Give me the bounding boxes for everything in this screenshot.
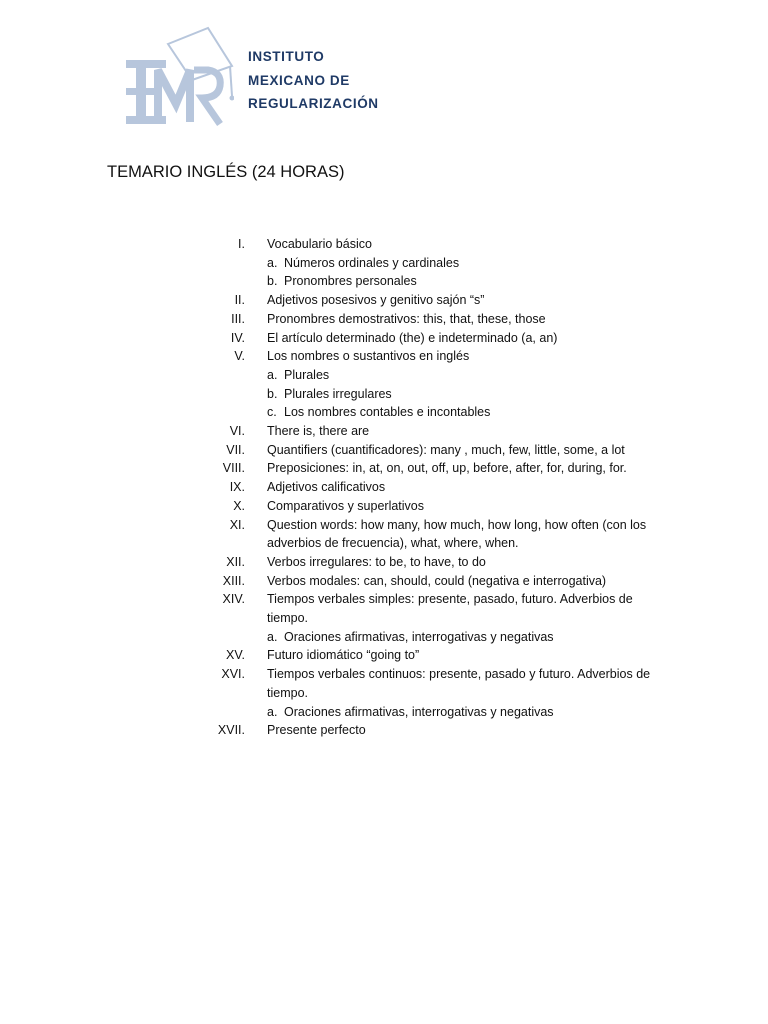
document-title: TEMARIO INGLÉS (24 HORAS) [107, 163, 345, 181]
item-number: VII. [226, 442, 245, 457]
subitem-text: Oraciones afirmativas, interrogativas y negativas [284, 629, 554, 644]
institute-logo [124, 26, 234, 128]
item-number: XI. [229, 517, 245, 532]
item-text: El artículo determinado (the) e indeterminado (a, an) [267, 330, 558, 345]
institute-name-line-2: MEXICANO DE [248, 72, 350, 88]
item-text: Tiempos verbales continuos: presente, pasado y futuro. Adverbios de tiempo. [267, 667, 651, 700]
item-text: Presente perfecto [267, 723, 366, 738]
syllabus-item [0, 235, 768, 254]
item-text: Preposiciones: in, at, on, out, off, up, before, after, for, during, for. [267, 461, 627, 476]
syllabus-subitem [0, 703, 768, 722]
item-text: Tiempos verbales simples: presente, pasado, futuro. Adverbios de tiempo. [267, 592, 633, 626]
subitem-text: Pronombres personales [284, 274, 417, 289]
item-number: VIII. [222, 461, 245, 476]
institute-name-line-3: REGULARIZACIÓN [248, 96, 379, 111]
syllabus-subitem [0, 366, 768, 385]
item-number: XVII. [217, 723, 245, 738]
subitem-text: Plurales [284, 367, 330, 382]
item-text: Pronombres demostrativos: this, that, these, those [267, 311, 546, 326]
item-number: X. [233, 498, 245, 513]
item-number: VI. [229, 424, 245, 439]
syllabus-item [0, 665, 768, 702]
syllabus-subitem [0, 272, 768, 291]
item-number: XII. [226, 554, 245, 569]
item-text: Verbos irregulares: to be, to have, to do [267, 554, 486, 569]
syllabus-item [0, 310, 768, 329]
syllabus-item [0, 459, 768, 478]
subitem-text: Plurales irregulares [284, 386, 392, 401]
institute-name [248, 45, 379, 116]
syllabus-item [0, 478, 768, 497]
syllabus-item [0, 553, 768, 572]
subitem-letter: a. [267, 255, 278, 270]
syllabus-item [0, 497, 768, 516]
item-text: There is, there are [267, 424, 370, 439]
syllabus-subitem [0, 628, 768, 647]
syllabus-item [0, 441, 768, 460]
syllabus-list [0, 235, 768, 740]
item-text: Verbos modales: can, should, could (negativa e interrogativa) [267, 573, 607, 588]
syllabus-item [0, 291, 768, 310]
item-number: III. [231, 311, 245, 326]
syllabus-item [0, 347, 768, 366]
syllabus-item [0, 329, 768, 348]
syllabus-item [0, 590, 768, 627]
subitem-text: Números ordinales y cardinales [284, 255, 460, 270]
subitem-letter: a. [267, 367, 278, 382]
item-number: IX. [229, 480, 245, 495]
item-number: I. [238, 237, 245, 251]
item-text: Futuro idiomático “going to” [267, 648, 420, 663]
syllabus-subitem [0, 254, 768, 273]
item-number: V. [234, 349, 245, 364]
item-number: II. [234, 293, 245, 308]
syllabus-item [0, 646, 768, 665]
item-number: XIII. [222, 573, 245, 588]
syllabus-subitem [0, 403, 768, 422]
item-text: Vocabulario básico [267, 237, 372, 251]
item-text: Los nombres o sustantivos en inglés [267, 349, 470, 364]
item-text: Adjetivos posesivos y genitivo sajón “s” [267, 293, 485, 308]
item-text: Quantifiers (cuantificadores): many , much, few, little, some, a lot [267, 442, 625, 457]
subitem-letter: a. [267, 629, 278, 644]
item-text: Adjetivos calificativos [267, 480, 386, 495]
syllabus-item [0, 572, 768, 591]
subitem-letter: a. [267, 704, 278, 719]
item-number: XV. [225, 648, 245, 663]
item-text: Comparativos y superlativos [267, 498, 425, 513]
item-text: Question words: how many, how much, how long, how often (con los adverbios de frecuencia), what, where, when. [267, 517, 647, 551]
item-number: XIV. [222, 592, 245, 607]
institute-name-line-1: INSTITUTO [248, 49, 325, 64]
subitem-letter: b. [267, 386, 278, 401]
syllabus-subitem [0, 385, 768, 404]
subitem-letter: c. [267, 405, 277, 420]
item-number: XVI. [221, 667, 245, 682]
subitem-text: Oraciones afirmativas, interrogativas y negativas [284, 704, 554, 719]
syllabus-item [0, 516, 768, 553]
syllabus-item [0, 422, 768, 441]
subitem-text: Los nombres contables e incontables [284, 405, 491, 420]
item-number: IV. [230, 330, 245, 345]
syllabus-item [0, 721, 768, 740]
subitem-letter: b. [267, 274, 278, 289]
